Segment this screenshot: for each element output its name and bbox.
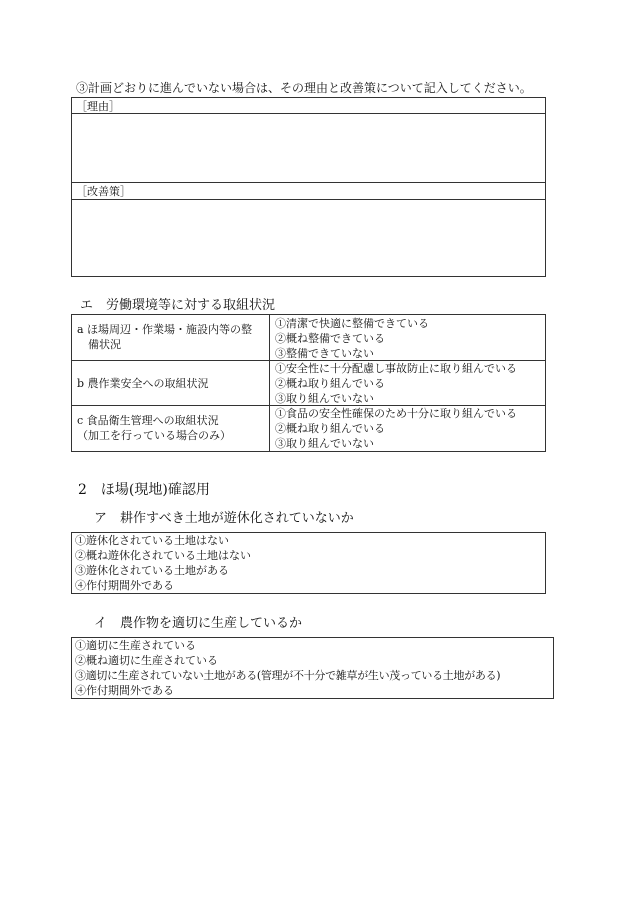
column-divider (269, 315, 270, 451)
option-item[interactable]: ②概ね適切に生産されている (75, 654, 218, 667)
reason-field[interactable] (74, 116, 542, 180)
row-label-c (77, 413, 267, 443)
section-a-options (75, 533, 251, 593)
option-item[interactable]: ①遊休化されている土地はない (75, 534, 229, 547)
row-label-a-line2: 備状況 (77, 338, 121, 351)
row-label-c-line1: c 食品衛生管理への取組状況 (77, 414, 219, 427)
row-label-b (77, 376, 267, 391)
option-item[interactable]: ③取り組んでいない (275, 437, 374, 450)
option-item[interactable]: ④作付期間外である (75, 684, 174, 697)
section-i-options-box (71, 637, 554, 699)
reason-improvement-box (71, 97, 546, 277)
option-item[interactable]: ②概ね遊休化されている土地はない (75, 549, 251, 562)
instruction-text: ③計画どおりに進んでいない場合は、その理由と改善策について記入してください。 (76, 81, 532, 95)
section-a-options-box (71, 532, 546, 594)
option-item[interactable]: ③適切に生産されていない土地がある(管理が不十分で雑草が生い茂っている土地がある) (75, 669, 501, 682)
option-item[interactable]: ①食品の安全性確保のため十分に取り組んでいる (275, 407, 517, 420)
section-e-heading: エ 労働環境等に対する取組状況 (80, 298, 276, 313)
option-item[interactable]: ③取り組んでいない (275, 392, 374, 405)
section-2-heading: 2 ほ場(現地)確認用 (78, 482, 210, 498)
row-options-c (275, 406, 517, 451)
option-item[interactable]: ①適切に生産されている (75, 639, 196, 652)
reason-label: ［理由］ (76, 100, 120, 113)
option-item[interactable]: ②概ね整備できている (275, 332, 385, 345)
labor-environment-table (71, 314, 546, 452)
divider (72, 113, 545, 114)
divider (72, 182, 545, 183)
option-item[interactable]: ①安全性に十分配慮し事故防止に取り組んでいる (275, 362, 517, 375)
section-a-heading: ア 耕作すべき土地が遊休化されていないか (94, 511, 354, 526)
option-item[interactable]: ③遊休化されている土地がある (75, 564, 229, 577)
option-item[interactable]: ③整備できていない (275, 347, 374, 360)
row-label-b-line1: b 農作業安全への取組状況 (77, 377, 209, 390)
row-label-a-line1: a ほ場周辺・作業場・施設内等の整 (77, 323, 253, 336)
section-i-heading: イ 農作物を適切に生産しているか (94, 616, 303, 631)
option-item[interactable]: ④作付期間外である (75, 579, 174, 592)
option-item[interactable]: ②概ね取り組んでいる (275, 422, 385, 435)
divider (72, 199, 545, 200)
row-label-a (77, 322, 267, 352)
improvement-label: ［改善策］ (76, 185, 131, 198)
row-options-a (275, 316, 429, 361)
row-label-c-line2: （加工を行っている場合のみ） (77, 429, 231, 442)
option-item[interactable]: ①清潔で快適に整備できている (275, 317, 429, 330)
improvement-field[interactable] (74, 202, 542, 272)
option-item[interactable]: ②概ね取り組んでいる (275, 377, 385, 390)
row-options-b (275, 361, 517, 406)
section-i-options (75, 638, 500, 698)
